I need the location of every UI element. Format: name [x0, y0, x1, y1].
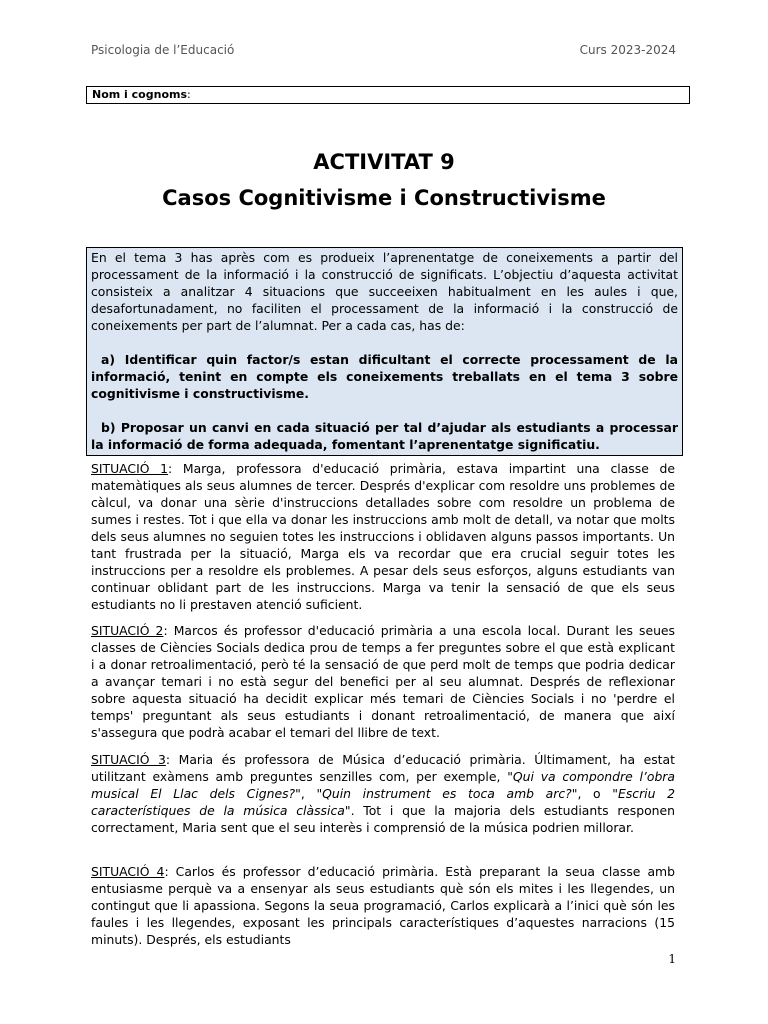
situation-3 [91, 751, 675, 836]
instructions-box [86, 247, 683, 456]
situation-1-text: : Marga, professora d'educació primària, estava impartint una classe de matemàtiques als seus alumnes de tercer. Després d'explicar com resoldre uns problemes de càlcul, va donar una sèrie d'instruccions detallades sobre com resoldre un problema de sumes i restes. Tot i que ella va donar les instruccions amb molt de detall, va notar que molts dels seus alumnes no seguien totes les instruccions i oblidaven alguns passos importants. Un tant frustrada per la situació, Marga els va recordar que era crucial seguir totes les instruccions per a resoldre els problemes. A pesar dels seus esforços, alguns estudiants van continuar oblidant part de les instruccions. Marga va tenir la sensació de que els seus estudiants no li prestaven atenció suficient. [91, 461, 675, 612]
page-number: 1 [668, 952, 676, 966]
situation-4-text: : Carlos és professor d’educació primària. Està preparant la seua classe amb entusiasme perquè va a ensenyar als seus estudiants què són els mites i les llegendes, un contingut que li apassiona. Segons la seua programació, Carlos explicarà a l’inici què són les faules i les llegendes, exposant les principals característiques d’aquestes narracions (15 minuts). Després, els estudiants [91, 864, 675, 947]
situation-3-question-1: "Qui va compondre l’obra musical El Llac dels Cignes?" [91, 769, 675, 801]
situation-4-label: SITUACIÓ 4 [91, 864, 165, 879]
header-course-name: Psicologia de l’Educació [91, 43, 235, 57]
situation-3-label: SITUACIÓ 3 [91, 752, 166, 767]
header-academic-year: Curs 2023-2024 [579, 43, 676, 57]
situation-2-label: SITUACIÓ 2 [91, 623, 164, 638]
name-field-label: Nom i cognoms [92, 88, 188, 101]
situation-3-sep-1: , [300, 786, 317, 801]
page-header [91, 43, 676, 57]
instruction-item-a: a) Identificar quin factor/s estan dificultant el correcte processament de la informació, tenint en compte els coneixements treballats en el tema 3 sobre cognitivisme i constructivisme. [91, 352, 678, 401]
activity-subtitle: Casos Cognitivisme i Constructivisme [162, 186, 606, 210]
instruction-item-b: b) Proposar un canvi en cada situació per tal d’ajudar als estudiants a processar la informació de forma adequada, fomentant l’aprenentatge significatiu. [91, 420, 678, 452]
situation-3-question-3: "Escriu 2 característiques de la música clàssica" [91, 786, 676, 818]
situation-3-text: : Maria és professora de Música d’educació primària. Últimament, ha estat utilitzant exàmens amb preguntes senzilles com, per exemple, [91, 752, 675, 784]
situation-2-text: : Marcos és professor d'educació primària a una escola local. Durant les seues classes de Ciències Socials dedica prou de temps a fer preguntes sobre el que està explicant i a donar retroalimentació, però té la sensació de que perd molt de temps que podria dedicar a avançar temari i no està segur del benefici per al seu alumnat. Després de reflexionar sobre aquesta situació ha decidit explicar més temari de Ciències Socials i no 'perdre el temps' preguntant als seus estudiants i donant retroalimentació, de manera que així s'assegura que podrà acabar el temari del llibre de text. [91, 623, 676, 740]
situation-3-sep-2: , o [577, 786, 613, 801]
activity-title: ACTIVITAT 9 [313, 150, 455, 174]
situation-3-text-after: . Tot i que la majoria dels estudiants responen correctament, Maria sent que el seu interès i comprensió de la música podrien millorar. [91, 803, 675, 835]
instructions-text: En el tema 3 has après com es produeix l’aprenentatge de coneixements a partir del processament de la informació i la construcció de significats. L’objectiu d’aquesta activitat consisteix a analitzar 4 situacions que succeeixen habitualment en les aules i que, desafortunadament, no faciliten el processament de la informació i la construcció de coneixements per part de l’alumnat. Per a cada cas, has de: [91, 250, 678, 333]
situation-2 [91, 622, 675, 741]
situation-1 [91, 460, 675, 613]
name-field-colon: : [187, 88, 191, 101]
situation-3-question-2: "Quin instrument es toca amb arc?" [316, 786, 578, 801]
situation-1-label: SITUACIÓ 1 [91, 461, 169, 476]
name-field[interactable] [86, 86, 690, 104]
situation-4 [91, 863, 675, 948]
